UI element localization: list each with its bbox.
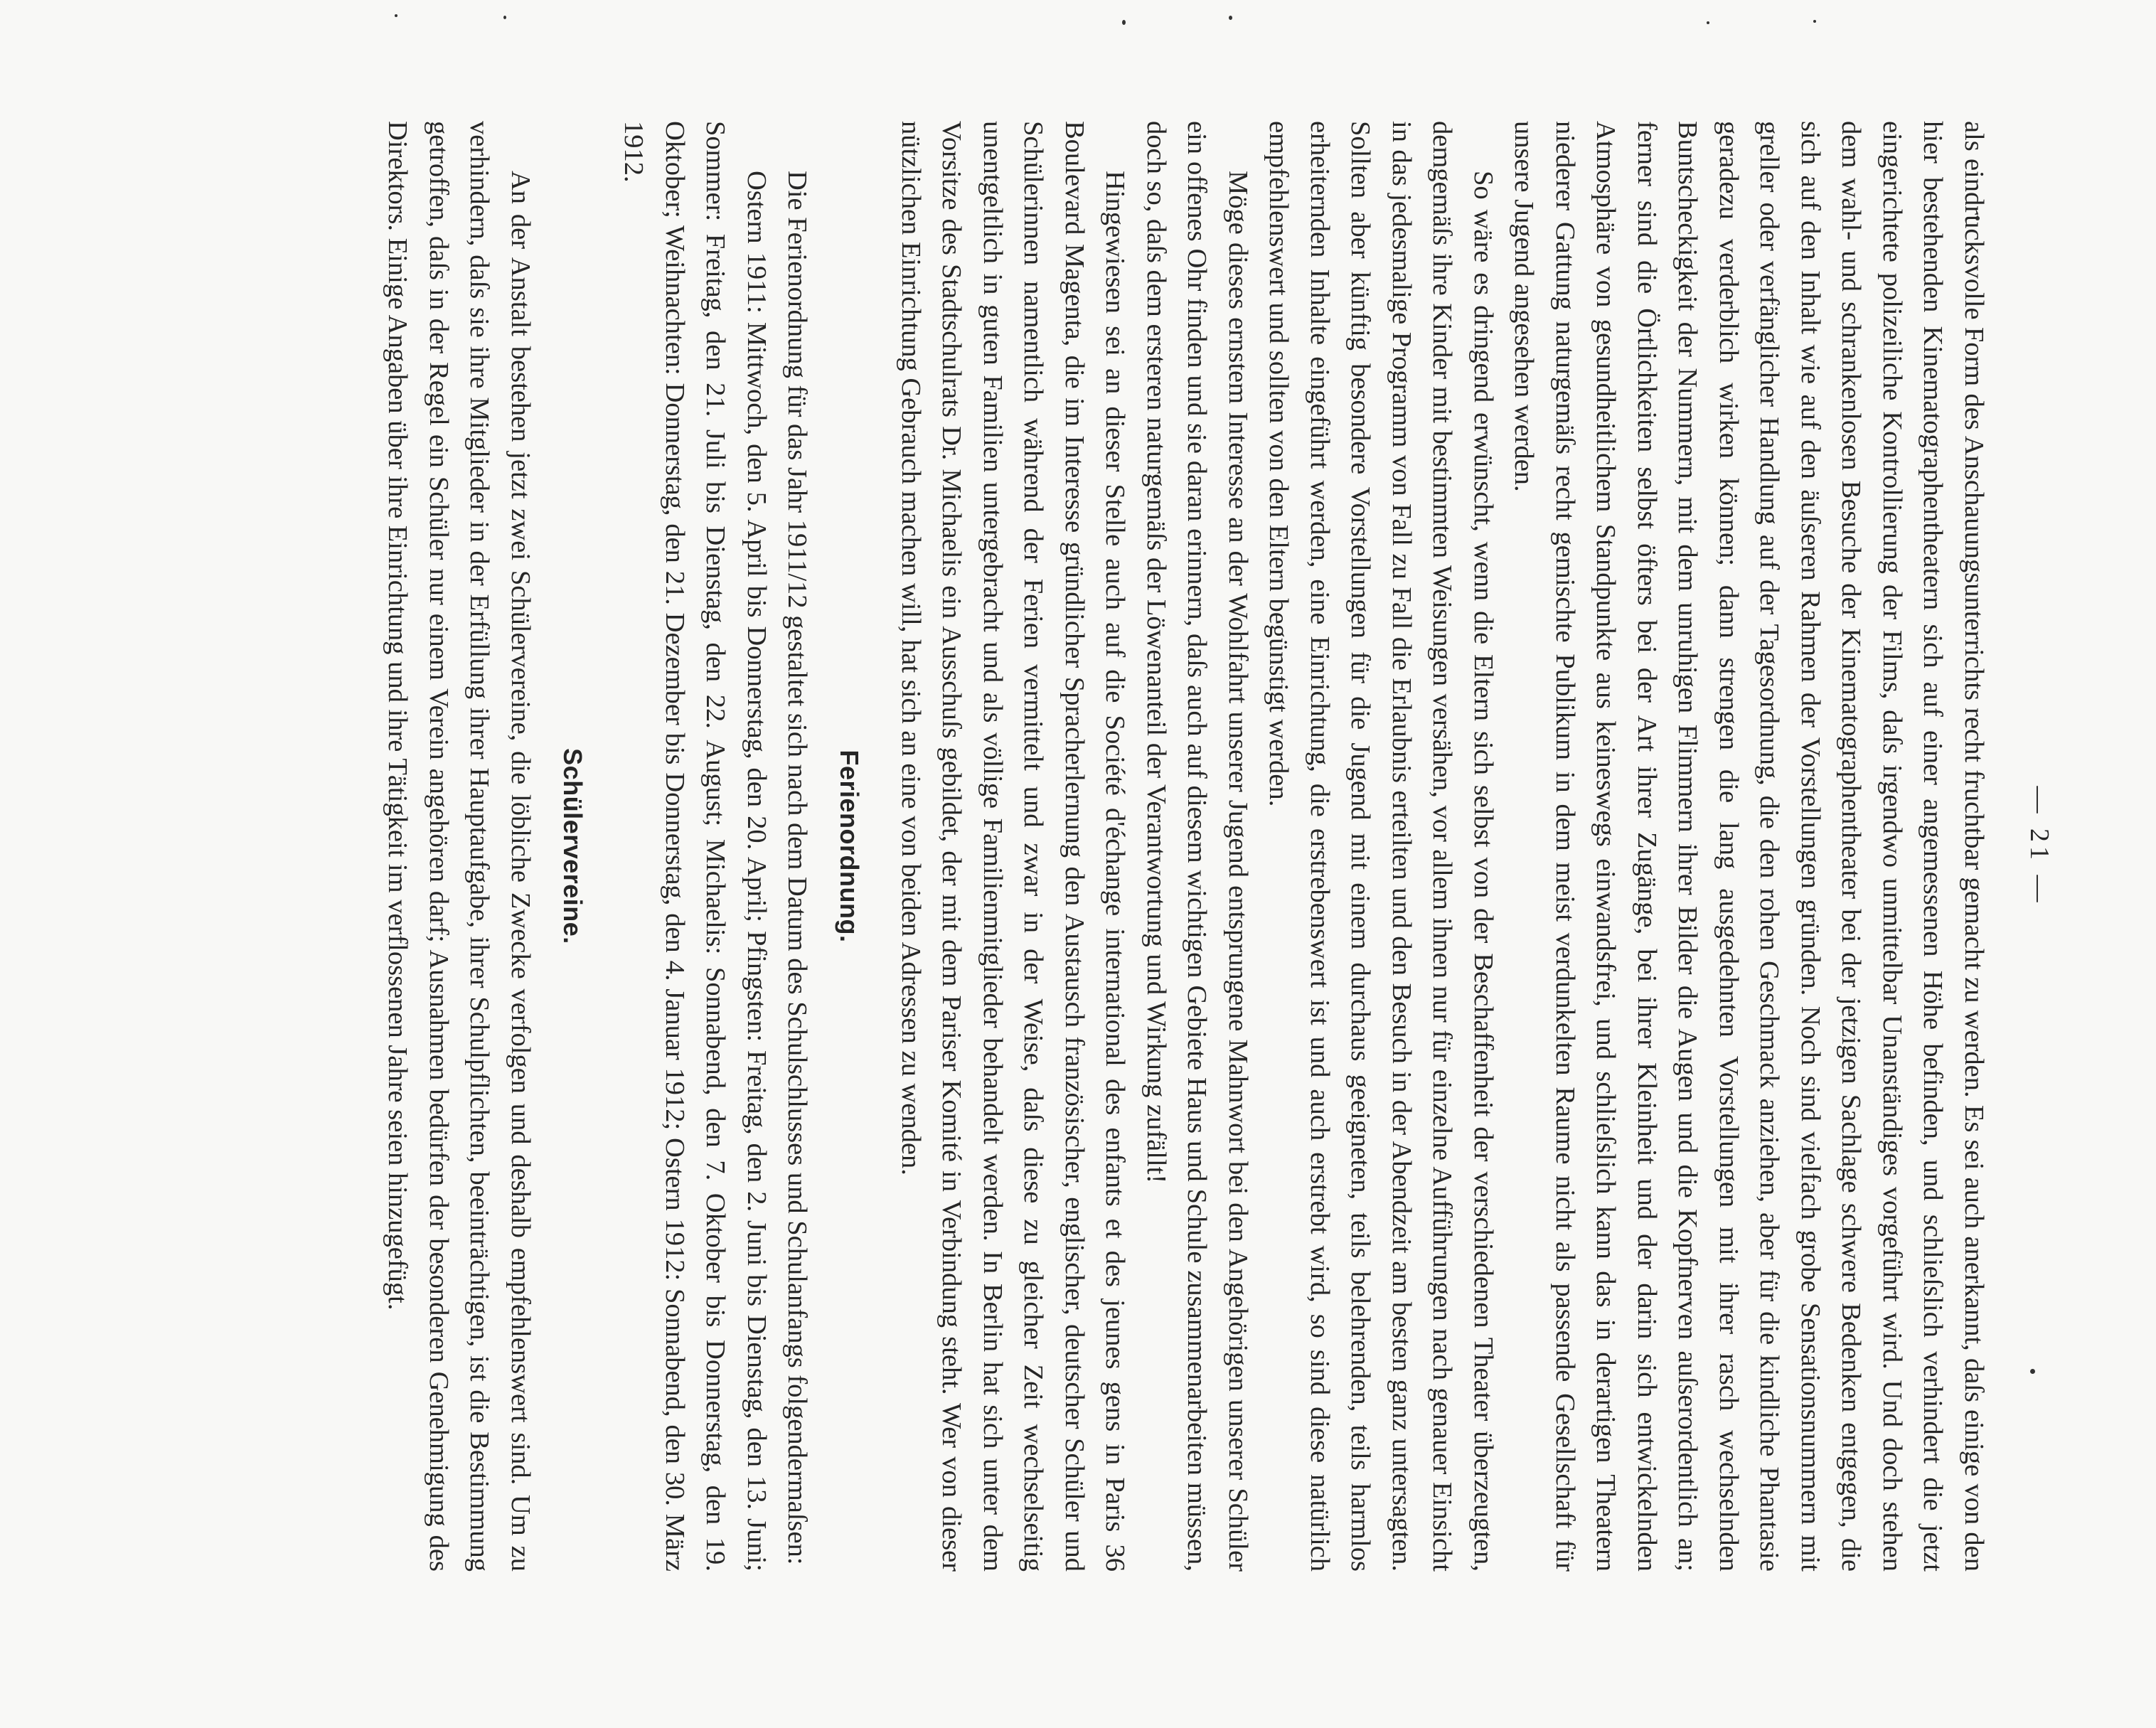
- scan-speck: [395, 14, 397, 17]
- text-block: [256, 121, 2055, 1572]
- paragraph: Möge dieses ernstem Interesse an der Wohlfahrt unserer Jugend entsprungene Mahnwort bei den Angehörigen unserer Schüler ein offenes Ohr finden und sie daran erinnern, daſs auch auf diesem wichtigen Gebiete Haus und Schule zusammenarbeiten müssen, doch so, daſs dem ersteren naturgemäſs der Löwenanteil der Verantwortung und Wirkung zufällt!: [1141, 121, 1253, 1572]
- scan-speck: [1707, 21, 1709, 24]
- page-number: — 21 —: [2024, 786, 2054, 907]
- paragraph: So wäre es dringend erwünscht, wenn die Eltern sich selbst von der Beschaffenheit der verschiedenen Theater überzeugten, demgemäſs ihre Kinder mit bestimmten Weisungen versähen, vor allem ihnen nur für einzelne Aufführungen nach genauer Einsicht in das jedesmalige Programm von Fall zu Fall die Erlaubnis erteilten und den Besuch in der Abendzeit am besten ganz untersagten. Sollten aber künftig besondere Vorstellungen für die Jugend mit einem durchaus geeigneten, teils belehrenden, teils harmlos erheiternden Inhalte eingeführt werden, eine Einrichtung, die erstrebenswert ist und auch erstrebt wird, so sind diese natürlich empfehlenswert und sollten von den Eltern begünstigt werden.: [1264, 121, 1498, 1572]
- section-schuelervereine: [377, 121, 587, 1572]
- section-heading: Ferienordnung.: [835, 750, 865, 943]
- paragraph: Hingewiesen sei an dieser Stelle auch auf die Société d'échange international des enfants et des jeunes gens in Paris 36 Boulevard Magenta, die im Interesse gründlicher Spracherlernung den Austausch französischer, englischer, deutscher Schüler und Schülerinnen namentlich während der Ferien vermittelt und zwar in der Weise, daſs diese zu gleicher Zeit wechselseitig unentgeltlich in guten Familien untergebracht und als völlige Familienmitglieder behandelt werden. In Berlin hat sich unter dem Vorsitze des Stadtschulrats Dr. Michaelis ein Ausschuſs gebildet, der mit dem Pariser Komité in Verbindung steht. Wer von dieser nützlichen Einrichtung Gebrauch machen will, hat sich an eine von beiden Adressen zu wenden.: [896, 121, 1131, 1572]
- scan-speck: [503, 16, 506, 19]
- paragraph: An der Anstalt bestehen jetzt zwei Schülervereine, die löbliche Zwecke verfolgen und deshalb empfehlenswert sind. Um zu verhindern, daſs sie ihre Mitglieder in der Erfüllung ihrer Hauptaufgabe, ihrer Schulpflichten, beeinträchtigen, ist die Bestimmung getroffen, daſs in der Regel ein Schüler nur einem Verein angehören darf; Ausnahmen bedürfen der besonderen Genehmigung des Direktors. Einige Angaben über ihre Einrichtung und ihre Tätigkeit im verflossenen Jahre seien hinzugefügt.: [383, 121, 535, 1572]
- section-heading: Schülervereine.: [558, 748, 587, 944]
- section-kino: [890, 121, 1995, 1572]
- section-ferienordnung: [613, 121, 865, 1572]
- paragraph: als eindrucksvolle Form des Anschauungsunterrichts recht fruchtbar gemacht zu werden. Es sei auch anerkannt, daſs einige von den hier bestehenden Kinematographentheatern sich auf einer angemessenen Höhe befinden, und schlieſslich verhindert die jetzt eingerichtete polizeiliche Kontrollierung der Films, daſs irgendwo unmittelbar Unanständiges vorgeführt wird. Und doch stehen dem wahl- und schrankenlosen Besuche der Kinematographentheater bei der jetzigen Sachlage schwere Bedenken entgegen, die sich auf den Inhalt wie auf den äuſseren Rahmen der Vorstellungen gründen. Noch sind vielfach grobe Sensationsnummern mit greller oder verfänglicher Handlung auf der Tagesordnung, die den rohen Geschmack anziehen, aber für die kindliche Phantasie geradezu verderblich wirken können; dann strengen die lang ausgedehnten Vorstellungen mit ihrer rasch wechselnden Buntscheckigkeit der Nummern, mit dem unruhigen Flimmern ihrer Bilder die Augen und die Kopfnerven auſserordentlich an; ferner sind die Örtlichkeiten selbst öfters bei der Art ihrer Zugänge, bei ihrer Kleinheit und der darin sich entwickelnden Atmosphäre von gesundheitlichem Standpunkte aus keineswegs einwandsfrei, und schlieſslich kann das in derartigen Theatern niederer Gattung naturgemäſs recht gemischte Publikum in dem meist verdunkelten Raume nicht als passende Gesellschaft für unsere Jugend angesehen werden.: [1509, 121, 1989, 1572]
- paragraph: Ostern 1911: Mittwoch, den 5. April bis Donnerstag, den 20. April; Pfingsten: Freitag, den 2. Juni bis Dienstag, den 13. Juni; Sommer: Freitag, den 21. Juli bis Dienstag, den 22. August; Michaelis: Sonnabend, den 7. Oktober bis Donnerstag, den 19. Oktober; Weihnachten: Donnerstag, den 21. Dezember bis Donnerstag, den 4. Januar 1912; Ostern 1912: Sonnabend, den 30. März 1912.: [619, 121, 772, 1572]
- paragraph: Die Ferienordnung für das Jahr 1911/12 gestaltet sich nach dem Datum des Schulschlusses und Schulanfangs folgendermaſsen:: [782, 171, 813, 1565]
- scan-speck: [1813, 20, 1816, 23]
- scan-speck: [1229, 16, 1232, 20]
- scan-speck: [1122, 20, 1126, 25]
